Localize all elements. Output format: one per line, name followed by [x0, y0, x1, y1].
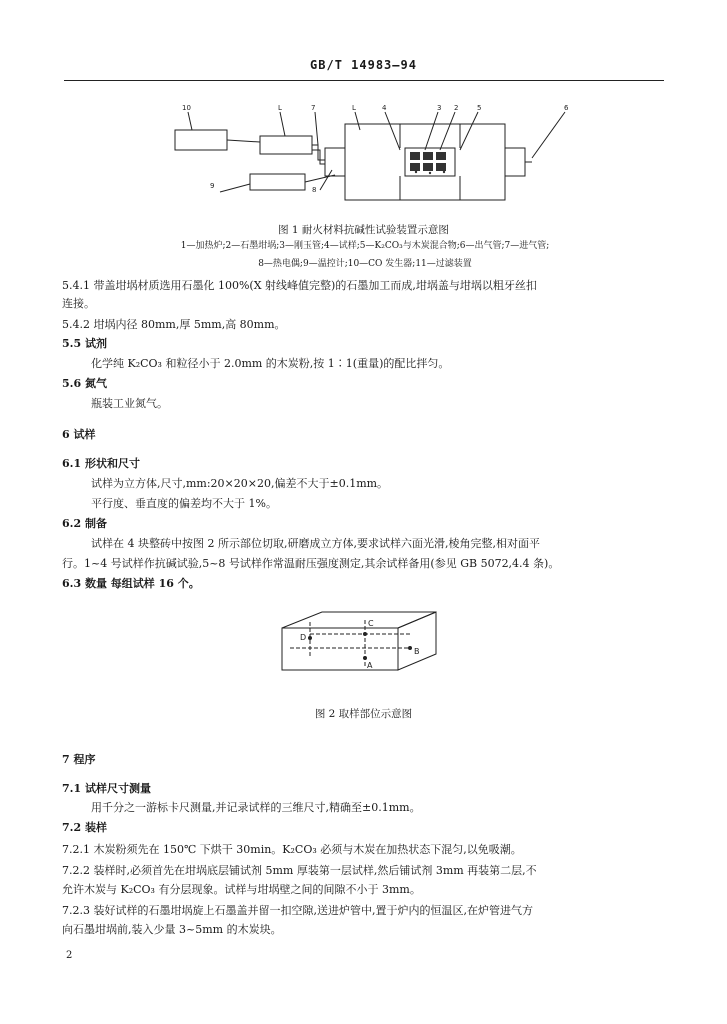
fig1-label-2: 2	[454, 104, 459, 112]
header-rule	[64, 80, 664, 81]
text-line-21: 7.2.2 装样时,必须首先在坩埚底层铺试剂 5mm 厚装第一层试样,然后铺试剂 3mm 再装第二层,不	[62, 864, 537, 877]
fig1-label-8: 8	[312, 186, 317, 194]
section-6-1: 6.1 形状和尺寸	[62, 457, 140, 470]
brick-side	[398, 612, 436, 670]
co-generator	[175, 130, 227, 150]
figure-1-diagram	[160, 100, 580, 210]
text-line-18: 用千分之一游标卡尺测量,并记录试样的三维尺寸,精确至±0.1mm。	[91, 801, 421, 814]
furnace	[345, 124, 505, 200]
figure-1-caption: 图 1 耐火材料抗碱性试验装置示意图	[278, 224, 449, 236]
fig2-label-a: A	[367, 661, 373, 670]
section-7: 7 程序	[62, 753, 96, 766]
text-line-20: 7.2.1 木炭粉须先在 150℃ 下烘干 30min。K₂CO₃ 必须与木炭在加热状态下混匀,以免吸潮。	[62, 843, 522, 856]
section-5-5: 5.5 试剂	[62, 337, 107, 350]
figure-2-caption: 图 2 取样部位示意图	[314, 708, 413, 720]
fig1-label-9: 9	[210, 182, 215, 190]
fig1-label-3: 3	[437, 104, 442, 112]
figure-2-diagram	[280, 608, 440, 680]
filter-device	[260, 136, 312, 154]
fig2-label-b: B	[414, 647, 420, 656]
fig1-label-11: L	[278, 104, 282, 112]
figure-1-legend-2: 8—热电偶;9—温控计;10—CO 发生器;11—过滤装置	[258, 259, 472, 269]
section-6-2: 6.2 制备	[62, 517, 107, 530]
section-7-2: 7.2 装样	[62, 821, 107, 834]
text-line-14: 行。1~4 号试样作抗碱试验,5~8 号试样作常温耐压强度测定,其余试样备用(参见 GB 5072,4.4 条)。	[62, 557, 560, 570]
text-line-13: 试样在 4 块整砖中按图 2 所示部位切取,研磨成立方体,要求试样六面光滑,棱角完整,相对面平	[91, 537, 540, 550]
temperature-controller	[250, 174, 305, 190]
page-header: GB/T 14983—94	[310, 58, 417, 72]
section-7-1: 7.1 试样尺寸测量	[62, 782, 151, 795]
section-6: 6 试样	[62, 428, 96, 441]
text-line-1: 5.4.1 带盖坩埚材质选用石墨化 100%(X 射线峰值完整)的石墨加工而成,坩埚盖与坩埚以粗牙丝扣	[62, 279, 537, 292]
section-5-6: 5.6 氮气	[62, 377, 107, 390]
fig2-label-c: C	[368, 619, 374, 628]
page-number: 2	[66, 950, 73, 961]
fig1-label-4: 4	[382, 104, 387, 112]
text-line-24: 向石墨坩埚前,装入少量 3~5mm 的木炭块。	[62, 923, 282, 936]
fig1-label-7: 7	[311, 104, 316, 112]
text-line-23: 7.2.3 装好试样的石墨坩埚旋上石墨盖并留一扣空隙,送进炉管中,置于炉内的恒温区,在炉管进气方	[62, 904, 533, 917]
text-line-11: 平行度、垂直度的偏差均不大于 1%。	[91, 497, 277, 510]
text-line-22: 允许木炭与 K₂CO₃ 有分层现象。试样与坩埚壁之间的间隙不小于 3mm。	[62, 883, 421, 896]
text-line-5: 化学纯 K₂CO₃ 和粒径小于 2.0mm 的木炭粉,按 1∶1(重量)的配比拌匀。	[91, 357, 450, 370]
fig1-label-5: 5	[477, 104, 482, 112]
fig2-label-d: D	[300, 633, 307, 642]
section-6-3: 6.3 数量 每组试样 16 个。	[62, 577, 200, 590]
text-line-3: 5.4.2 坩埚内径 80mm,厚 5mm,高 80mm。	[62, 318, 286, 331]
brick-top	[282, 612, 436, 628]
text-line-10: 试样为立方体,尺寸,mm:20×20×20,偏差不大于±0.1mm。	[91, 477, 389, 490]
furnace-tube-left	[325, 148, 345, 176]
text-line-7: 瓶装工业氮气。	[91, 397, 168, 410]
fig1-label-10: 10	[182, 104, 191, 112]
fig1-label-6: 6	[564, 104, 569, 112]
fig1-label-1: L	[352, 104, 356, 112]
text-line-2: 连接。	[62, 297, 95, 310]
figure-1-legend-1: 1—加热炉;2—石墨坩埚;3—刚玉管;4—试样;5—K₂CO₃与木炭混合物;6—出气管;7—进气管;	[180, 241, 550, 251]
furnace-tube-right	[505, 148, 525, 176]
